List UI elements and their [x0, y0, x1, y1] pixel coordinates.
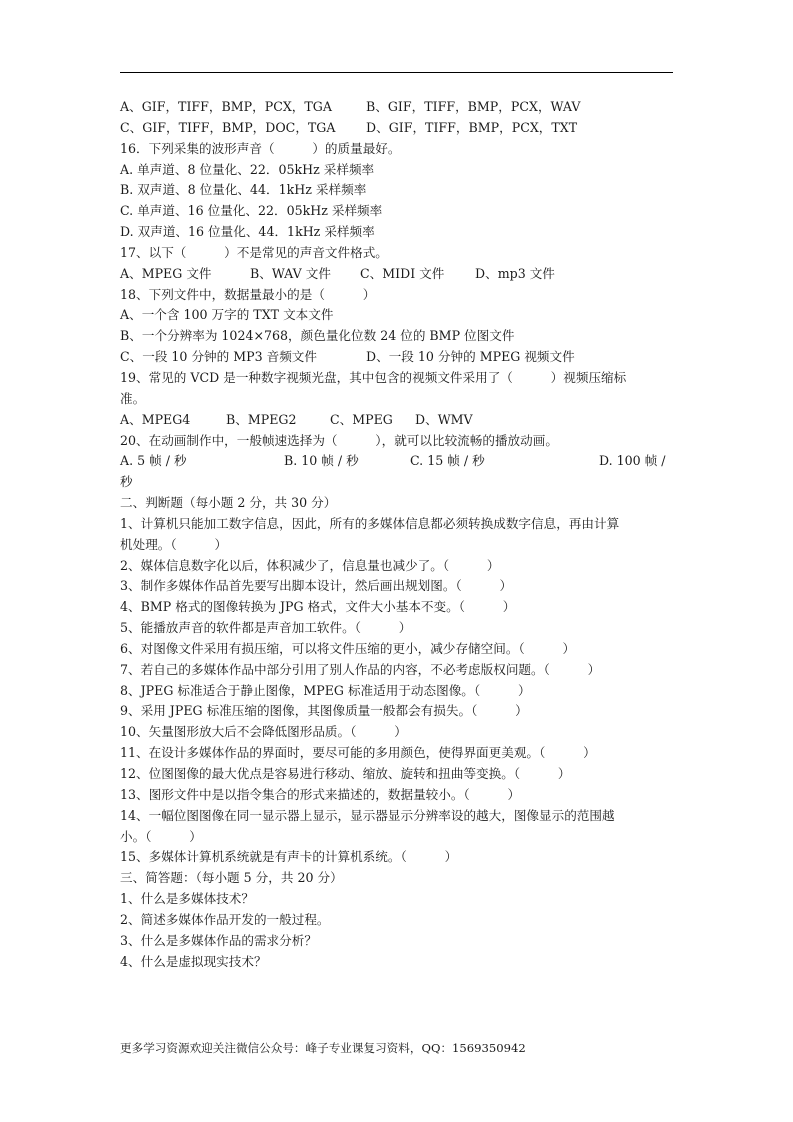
question-stem: 16．下列采集的波形声音（ ）的质量最好。 — [120, 140, 401, 156]
option-c: C、MPEG — [330, 411, 393, 427]
option-a: A、MPEG 文件 — [120, 265, 212, 281]
item-text: 机处理。（ ） — [120, 536, 228, 552]
option-b-text: B、一个分辨率为 1024×768，颜色量化位数 24 位的 BMP 位图文件 — [120, 328, 515, 344]
option-a — [120, 305, 675, 326]
option-b: B、GIF，TIFF，BMP，PCX，WAV — [366, 99, 581, 114]
question-stem: 19、常见的 VCD 是一种数字视频光盘，其中包含的视频文件采用了（ ）视频压缩标 — [120, 369, 627, 385]
true-false-item — [120, 827, 675, 848]
option-d: D. 100 帧 / — [599, 453, 666, 469]
exam-content — [120, 97, 675, 972]
option-b: B、WAV 文件 — [250, 265, 331, 281]
item-text: 小。（ ） — [120, 828, 202, 844]
item-text: 1、什么是多媒体技术？ — [120, 891, 254, 907]
question-19 — [120, 368, 675, 389]
item-text: 12、位图图像的最大优点是容易进行移动、缩放、旋转和扭曲等变换。（ ） — [120, 766, 571, 781]
option-d: D、GIF，TIFF，BMP，PCX，TXT — [366, 119, 578, 135]
option-c: C、一段 10 分钟的 MP3 音频文件 — [120, 349, 317, 365]
question-19-cont — [120, 389, 675, 410]
header-rule — [120, 72, 673, 73]
option-a-text: A. 单声道、8 位量化、22．05kHz 采样频率 — [120, 161, 375, 177]
option-a: A、GIF，TIFF，BMP，PCX，TGA — [120, 99, 332, 114]
option-b — [120, 180, 675, 201]
q18-options-cd — [120, 347, 675, 368]
question-17 — [120, 243, 675, 264]
option-a — [120, 160, 675, 181]
true-false-item — [120, 743, 675, 764]
item-text: 3、什么是多媒体作品的需求分析？ — [120, 932, 317, 948]
item-text: 4、BMP 格式的图像转换为 JPG 格式，文件大小基本不变。（ ） — [120, 599, 516, 615]
short-answer-item — [120, 889, 675, 910]
true-false-item — [120, 722, 675, 743]
short-answer-item — [120, 931, 675, 952]
true-false-item — [120, 701, 675, 722]
true-false-item — [120, 535, 675, 556]
option-b: B. 10 帧 / 秒 — [284, 453, 359, 469]
item-text: 3、制作多媒体作品首先要写出脚本设计，然后画出规划图。（ ） — [120, 578, 513, 594]
option-c: C、GIF，TIFF，BMP，DOC，TGA — [120, 119, 336, 135]
true-false-item — [120, 597, 675, 618]
option-c: C. 15 帧 / 秒 — [410, 453, 485, 469]
option-b: B、MPEG2 — [226, 411, 297, 427]
true-false-item — [120, 806, 675, 827]
option-c — [120, 201, 675, 222]
item-text: 7、若自己的多媒体作品中部分引用了别人作品的内容，不必考虑版权问题。（ ） — [120, 661, 601, 677]
option-a: A、MPEG4 — [120, 411, 191, 427]
true-false-item — [120, 681, 675, 702]
item-text: 2、媒体信息数字化以后，体积减少了，信息量也减少了。（ ） — [120, 557, 500, 573]
true-false-item — [120, 639, 675, 660]
item-text: 15、多媒体计算机系统就是有声卡的计算机系统。（ ） — [120, 849, 458, 865]
option-d-text: D. 双声道、16 位量化、44．1kHz 采样频率 — [120, 224, 375, 240]
option-d — [120, 222, 675, 243]
option-a-text: A、一个含 100 万字的 TXT 文本文件 — [120, 307, 334, 323]
true-false-item — [120, 576, 675, 597]
true-false-item — [120, 847, 675, 868]
section-heading — [120, 493, 675, 514]
option-b — [120, 326, 675, 347]
option-d: D、mp3 文件 — [475, 265, 555, 281]
question-20 — [120, 431, 675, 452]
item-text: 11、在设计多媒体作品的界面时，要尽可能的多用颜色，使得界面更美观。（ ） — [120, 745, 596, 761]
question-stem: 17、以下（ ）不是常见的声音文件格式。 — [120, 244, 388, 260]
true-false-item — [120, 514, 675, 535]
section-2-heading: 二、判断题（每小题 2 分，共 30 分） — [120, 495, 337, 511]
option-d: D、WMV — [415, 411, 473, 427]
q15-options-row-2 — [120, 118, 675, 139]
option-a: A. 5 帧 / 秒 — [120, 453, 187, 469]
item-text: 4、什么是虚拟现实技术？ — [120, 953, 267, 969]
item-text: 8、JPEG 标准适合于静止图像，MPEG 标准适用于动态图像。（ ） — [120, 682, 531, 698]
question-stem-cont: 准。 — [120, 390, 146, 406]
true-false-item — [120, 764, 675, 785]
item-text: 5、能播放声音的软件都是声音加工软件。（ ） — [120, 620, 412, 636]
page-footer: 更多学习资源欢迎关注微信公众号：峰子专业课复习资料，QQ：1569350942 — [120, 1041, 526, 1055]
true-false-item — [120, 660, 675, 681]
option-c-text: C. 单声道、16 位量化、22．05kHz 采样频率 — [120, 203, 383, 219]
short-answer-item — [120, 910, 675, 931]
option-d: D、一段 10 分钟的 MPEG 视频文件 — [366, 349, 575, 365]
q19-options — [120, 410, 675, 431]
item-text: 13、图形文件中是以指令集合的形式来描述的，数据量较小。（ ） — [120, 786, 521, 802]
item-text: 14、一幅位图图像在同一显示器上显示，显示器显示分辨率设的越大，图像显示的范围越 — [120, 807, 615, 823]
item-text: 6、对图像文件采用有损压缩，可以将文件压缩的更小，减少存储空间。（ ） — [120, 640, 576, 656]
question-stem: 20、在动画制作中，一般帧速选择为（ ），就可以比较流畅的播放动画。 — [120, 432, 558, 448]
section-heading — [120, 868, 675, 889]
true-false-item — [120, 785, 675, 806]
question-16 — [120, 139, 675, 160]
item-text: 9、采用 JPEG 标准压缩的图像，其图像质量一般都会有损失。（ ） — [120, 703, 528, 719]
true-false-item — [120, 556, 675, 577]
true-false-item — [120, 618, 675, 639]
item-text: 1、计算机只能加工数字信息，因此，所有的多媒体信息都必须转换成数字信息，再由计算 — [120, 515, 620, 531]
question-18 — [120, 285, 675, 306]
q17-options — [120, 264, 675, 285]
option-d-cont: 秒 — [120, 474, 133, 490]
item-text: 10、矢量图形放大后不会降低图形品质。（ ） — [120, 724, 407, 740]
question-stem: 18、下列文件中，数据量最小的是（ ） — [120, 286, 376, 302]
section-3-heading: 三、简答题：（每小题 5 分，共 20 分） — [120, 870, 343, 886]
short-answer-item — [120, 952, 675, 973]
option-c: C、MIDI 文件 — [360, 265, 445, 281]
q15-options-row-1 — [120, 97, 675, 118]
q20-options — [120, 451, 675, 472]
item-text: 2、简述多媒体作品开发的一般过程。 — [120, 911, 330, 927]
q20-option-d-cont — [120, 472, 675, 493]
option-b-text: B. 双声道、8 位量化、44．1kHz 采样频率 — [120, 182, 367, 198]
